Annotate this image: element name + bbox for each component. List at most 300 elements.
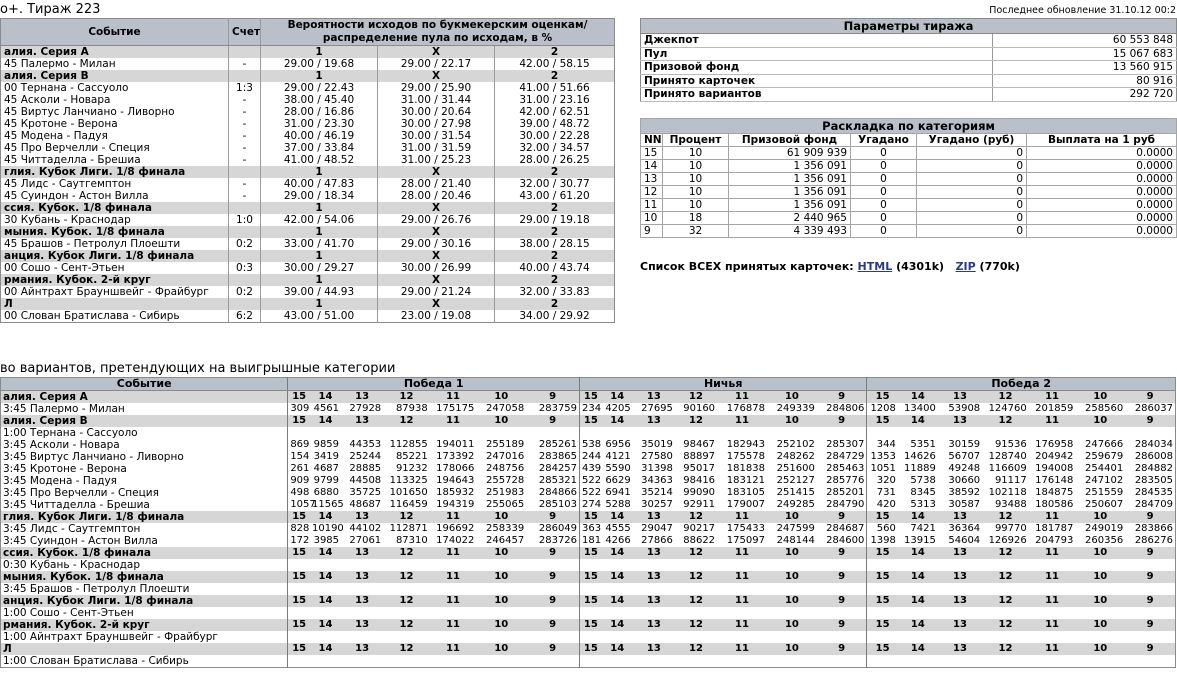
param-value: 60 553 848 — [993, 34, 1177, 48]
league-name: глия. Кубок Лиги. 1/8 финала — [1, 511, 288, 523]
variant-count — [938, 559, 982, 571]
league-row — [1, 274, 615, 286]
category-cell: 0 — [917, 212, 1027, 225]
variant-count — [767, 559, 817, 571]
category-label: 11 — [1029, 595, 1076, 607]
league-name: рмания. Кубок. 2-й круг — [4, 274, 151, 286]
variant-count — [526, 427, 579, 439]
score-cell — [229, 226, 261, 238]
category-label: 13 — [938, 595, 982, 607]
variant-count: 30587 — [948, 499, 981, 510]
variant-count: 284806 — [826, 403, 865, 414]
variant-count — [982, 655, 1029, 668]
variant-count — [1125, 559, 1175, 571]
variant-count: 286008 — [1134, 451, 1173, 462]
event-name: 45 Модена - Падуя — [4, 130, 108, 142]
prob-cell: 42.00 / 54.06 — [261, 214, 378, 226]
variant-count — [1075, 427, 1125, 439]
prob-cell: 31.00 / 23.16 — [495, 94, 615, 106]
category-cell: 10 — [663, 199, 729, 212]
variant-count — [288, 607, 310, 619]
league-name: алия. Серия В — [4, 70, 89, 82]
category-label: 10 — [476, 415, 526, 427]
card-list-label: Список ВСЕХ принятых карточек: — [640, 260, 854, 273]
variant-count: 112855 — [389, 439, 428, 450]
prob-cell: 42.00 / 58.15 — [495, 58, 615, 70]
variant-row — [1, 439, 1176, 451]
category-label: 13 — [633, 547, 675, 559]
event-name: 30 Кубань - Краснодар — [4, 214, 131, 226]
variant-count: 252102 — [776, 439, 815, 450]
variant-count: 247599 — [776, 523, 815, 534]
category-cell: 0 — [851, 225, 917, 238]
variant-count: 10190 — [311, 523, 344, 534]
category-label: 9 — [526, 619, 579, 631]
variant-row — [1, 499, 1176, 511]
variant-count: 185932 — [436, 487, 475, 498]
prob-cell: 30.00 / 22.28 — [495, 130, 615, 142]
variant-count: 5351 — [910, 439, 936, 450]
variant-count: 248144 — [776, 535, 815, 546]
category-label: 15 — [288, 619, 310, 631]
category-label: 14 — [602, 511, 633, 523]
league-row — [1, 643, 1176, 655]
category-label: 14 — [310, 643, 341, 655]
event-row — [1, 190, 615, 202]
variant-count — [633, 631, 675, 643]
category-label: 14 — [310, 571, 341, 583]
category-label: 11 — [717, 511, 767, 523]
variant-count — [1075, 607, 1125, 619]
params-title: Параметры тиража — [641, 19, 1177, 34]
variant-count — [675, 583, 717, 595]
variant-count: 284866 — [538, 487, 578, 498]
category-label: 9 — [526, 571, 579, 583]
outcome-label: X — [378, 298, 495, 310]
category-label: 11 — [430, 571, 477, 583]
category-cell: 0 — [917, 147, 1027, 160]
league-row — [1, 511, 1176, 523]
categories-header — [641, 134, 1177, 147]
category-cell: 61 909 939 — [729, 147, 851, 160]
category-label: 13 — [938, 643, 982, 655]
variant-count — [1029, 427, 1076, 439]
variant-count — [675, 559, 717, 571]
event-name: 45 Виртус Ланчиано - Ливорно — [4, 106, 175, 118]
prob-cell: 28.00 / 26.25 — [495, 154, 615, 166]
html-link[interactable]: HTML — [857, 260, 893, 273]
category-label: 9 — [1125, 619, 1175, 631]
variant-count — [526, 655, 579, 668]
variant-count — [938, 631, 982, 643]
category-cell: 0 — [917, 160, 1027, 173]
variant-count: 522 — [580, 475, 602, 487]
variant-count — [817, 607, 867, 619]
param-value: 292 720 — [993, 88, 1177, 102]
event-name: 1:00 Слован Братислава - Сибирь — [1, 655, 288, 668]
category-label: 9 — [526, 415, 579, 427]
variant-count: 182943 — [726, 439, 765, 450]
variant-count — [341, 607, 383, 619]
variant-row — [1, 463, 1176, 475]
category-cell: 10 — [663, 160, 729, 173]
prob-cell: 23.00 / 19.08 — [378, 310, 495, 323]
variant-count — [1075, 631, 1125, 643]
category-label: 10 — [1075, 415, 1125, 427]
variant-count: 247666 — [1085, 439, 1124, 450]
variant-count: 34363 — [641, 475, 673, 486]
event-name: 3:45 Палермо - Милан — [1, 403, 288, 415]
event-name: 00 Слован Братислава - Сибирь — [4, 310, 180, 322]
category-label: 12 — [383, 415, 430, 427]
variant-count: 124760 — [988, 403, 1027, 414]
variant-count: 284687 — [826, 523, 865, 534]
event-name: 45 Брашов - Петролул Плоешти — [4, 238, 181, 250]
variant-count — [430, 559, 477, 571]
variant-count: 255065 — [486, 499, 525, 510]
event-row — [1, 82, 615, 94]
param-row — [641, 88, 1177, 102]
category-label: 11 — [430, 595, 477, 607]
variant-count: 53908 — [948, 403, 981, 414]
variant-count: 101650 — [389, 487, 428, 498]
category-label: 10 — [1075, 391, 1125, 404]
variant-count: 44353 — [349, 439, 382, 450]
variant-count: 4561 — [313, 403, 340, 414]
event-row — [1, 310, 615, 323]
variant-count — [430, 631, 477, 643]
category-cell: 15 — [641, 147, 663, 160]
category-label: 10 — [1075, 547, 1125, 559]
category-label: 15 — [288, 415, 310, 427]
category-label: 15 — [867, 511, 898, 523]
category-label: 15 — [580, 643, 602, 655]
event-row — [1, 94, 615, 106]
league-row — [1, 202, 615, 214]
variant-count: 194008 — [1035, 463, 1074, 474]
category-label: 11 — [430, 619, 477, 631]
category-cell: 9 — [641, 225, 663, 238]
variant-count — [476, 631, 526, 643]
category-label: 13 — [633, 391, 675, 404]
category-label: 13 — [633, 571, 675, 583]
categories-col-header: Угадано — [851, 134, 917, 147]
card-list — [640, 260, 1020, 273]
variant-count: 91536 — [994, 439, 1027, 450]
variant-count — [288, 631, 310, 643]
category-label: 10 — [767, 595, 817, 607]
category-label: 10 — [1075, 619, 1125, 631]
category-cell: 0 — [851, 147, 917, 160]
variant-count: 30257 — [641, 499, 673, 510]
category-label: 12 — [383, 619, 430, 631]
category-row — [641, 173, 1177, 186]
category-cell: 0.0000 — [1027, 186, 1177, 199]
variants-group-header: Ничья — [580, 378, 867, 391]
variant-count — [476, 559, 526, 571]
variant-count — [602, 655, 633, 668]
category-label: 13 — [341, 415, 383, 427]
score-cell: - — [229, 130, 261, 142]
score-cell: - — [229, 142, 261, 154]
category-label: 11 — [430, 643, 477, 655]
category-label: 9 — [817, 571, 867, 583]
categories-col-header: Процент — [663, 134, 729, 147]
html-size: (4301k) — [896, 260, 945, 273]
variant-count: 284729 — [826, 451, 865, 462]
outcome-label: X — [378, 226, 495, 238]
category-label: 11 — [717, 595, 767, 607]
variant-count — [1029, 655, 1076, 668]
score-cell: - — [229, 178, 261, 190]
variant-count — [288, 583, 310, 595]
category-label: 14 — [898, 511, 938, 523]
category-label: 9 — [817, 511, 867, 523]
variant-count: 247016 — [486, 451, 525, 462]
variant-count: 249019 — [1085, 523, 1124, 534]
category-label: 10 — [767, 415, 817, 427]
variant-count: 6956 — [605, 439, 631, 450]
category-label: 15 — [288, 571, 310, 583]
variant-count: 91117 — [994, 475, 1027, 486]
variant-count — [310, 607, 341, 619]
category-cell: 0.0000 — [1027, 173, 1177, 186]
event-name: 3:45 Лидс - Саутгемптон — [1, 523, 288, 535]
category-label: 15 — [867, 643, 898, 655]
variant-count: 284790 — [826, 499, 865, 510]
variant-count: 14626 — [904, 451, 936, 462]
variant-count — [288, 559, 310, 571]
prob-cell: 29.00 / 25.90 — [378, 82, 495, 94]
variant-count — [526, 583, 579, 595]
prob-cell: 32.00 / 30.77 — [495, 178, 615, 190]
category-label: 14 — [310, 391, 341, 404]
variant-count — [580, 655, 602, 668]
outcome-label: 2 — [495, 298, 615, 310]
outcome-label: 1 — [261, 166, 378, 178]
variant-count: 196692 — [436, 523, 475, 534]
zip-link[interactable]: ZIP — [955, 260, 976, 273]
league-row — [1, 250, 615, 262]
category-label: 13 — [938, 619, 982, 631]
param-label: Призовой фонд — [641, 61, 993, 75]
events-col-prob: Вероятности исходов по букмекерским оценкам/ распределение пула по исходам, в % — [261, 19, 615, 46]
league-name: алия. Серия А — [4, 46, 89, 58]
event-name: 45 Суиндон - Астон Вилла — [4, 190, 149, 202]
category-label: 14 — [898, 547, 938, 559]
variant-count: 869 — [288, 439, 310, 451]
variant-count — [633, 559, 675, 571]
categories-col-header: Угадано (руб) — [917, 134, 1027, 147]
event-name: 3:45 Про Верчелли - Специя — [1, 487, 288, 499]
param-row — [641, 34, 1177, 48]
variant-count: 176878 — [726, 403, 765, 414]
league-row — [1, 619, 1176, 631]
variant-count — [1029, 583, 1076, 595]
league-row — [1, 547, 1176, 559]
category-cell: 0.0000 — [1027, 160, 1177, 173]
variant-row — [1, 487, 1176, 499]
prob-cell: 31.00 / 23.30 — [261, 118, 378, 130]
category-row — [641, 186, 1177, 199]
category-label: 10 — [476, 643, 526, 655]
score-cell — [229, 70, 261, 82]
league-name: ссия. Кубок. 1/8 финала — [1, 547, 288, 559]
variant-count — [1075, 559, 1125, 571]
league-row — [1, 595, 1176, 607]
category-label: 14 — [898, 415, 938, 427]
category-label: 12 — [982, 547, 1029, 559]
variant-count: 194643 — [436, 475, 475, 486]
variant-count: 286049 — [538, 523, 578, 534]
score-cell — [229, 250, 261, 262]
category-label: 12 — [675, 391, 717, 404]
category-label: 9 — [526, 547, 579, 559]
variant-count: 95017 — [683, 463, 716, 474]
league-name: анция. Кубок Лиги. 1/8 финала — [4, 250, 195, 262]
prob-cell: 41.00 / 48.52 — [261, 154, 378, 166]
variant-count: 439 — [580, 463, 602, 475]
variant-count: 538 — [580, 439, 602, 451]
variant-count — [767, 655, 817, 668]
variant-count: 178066 — [436, 463, 475, 474]
prob-cell: 28.00 / 21.40 — [378, 178, 495, 190]
category-label: 12 — [383, 391, 430, 404]
variant-count: 285307 — [826, 439, 865, 450]
variant-count — [675, 631, 717, 643]
variant-count: 250607 — [1085, 499, 1124, 510]
variant-count — [1075, 583, 1125, 595]
category-label: 10 — [1075, 571, 1125, 583]
category-label: 13 — [341, 511, 383, 523]
category-label: 13 — [341, 643, 383, 655]
variant-count — [717, 655, 767, 668]
category-label: 13 — [938, 571, 982, 583]
variant-count — [288, 655, 310, 668]
category-row — [641, 212, 1177, 225]
outcome-label: X — [378, 166, 495, 178]
category-label: 14 — [898, 619, 938, 631]
category-label: 10 — [476, 595, 526, 607]
prob-cell: 29.00 / 19.18 — [495, 214, 615, 226]
category-label: 13 — [633, 619, 675, 631]
category-label: 10 — [767, 571, 817, 583]
variant-count — [982, 559, 1029, 571]
event-name: 3:45 Кротоне - Верона — [1, 463, 288, 475]
variant-count: 320 — [867, 475, 898, 487]
prob-cell: 39.00 / 48.72 — [495, 118, 615, 130]
category-row — [641, 160, 1177, 173]
prob-cell: 29.00 / 18.34 — [261, 190, 378, 202]
category-label: 11 — [1029, 415, 1076, 427]
variant-count — [898, 631, 938, 643]
score-cell — [229, 166, 261, 178]
prob-cell: 29.00 / 22.17 — [378, 58, 495, 70]
category-label: 15 — [580, 595, 602, 607]
variant-count: 1051 — [867, 463, 898, 475]
variant-count: 1353 — [867, 451, 898, 463]
variant-count: 249339 — [776, 403, 815, 414]
category-cell: 10 — [663, 186, 729, 199]
event-row — [1, 262, 615, 274]
league-name: ссия. Кубок. 1/8 финала — [4, 202, 152, 214]
prob-cell: 32.00 / 33.83 — [495, 286, 615, 298]
variant-count — [867, 559, 898, 571]
league-row — [1, 166, 615, 178]
category-cell: 0.0000 — [1027, 225, 1177, 238]
variant-count — [767, 583, 817, 595]
variant-count: 181838 — [726, 463, 765, 474]
variants-group-header: Победа 1 — [288, 378, 580, 391]
variant-count: 285201 — [826, 487, 865, 498]
variant-count — [383, 427, 430, 439]
variant-count: 98416 — [683, 475, 716, 486]
prob-cell: 40.00 / 43.74 — [495, 262, 615, 274]
variant-count: 113325 — [389, 475, 428, 486]
category-label: 12 — [675, 511, 717, 523]
category-label: 12 — [982, 391, 1029, 404]
variant-count: 87938 — [395, 403, 428, 414]
event-row — [1, 214, 615, 226]
event-name: 3:45 Брашов - Петролул Плоешти — [1, 583, 288, 595]
prob-cell: 30.00 / 27.98 — [378, 118, 495, 130]
prob-cell: 29.00 / 30.16 — [378, 238, 495, 250]
outcome-label: 1 — [261, 298, 378, 310]
category-label: 10 — [476, 511, 526, 523]
variant-count: 4555 — [605, 523, 631, 534]
variant-count — [867, 427, 898, 439]
outcome-label: 1 — [261, 250, 378, 262]
prob-cell: 39.00 / 44.93 — [261, 286, 378, 298]
variant-count — [867, 655, 898, 668]
last-updated: Последнее обновление 31.10.12 00:2 — [989, 5, 1176, 16]
category-label: 9 — [1125, 571, 1175, 583]
prob-cell: 29.00 / 26.76 — [378, 214, 495, 226]
category-label: 12 — [383, 643, 430, 655]
event-row — [1, 58, 615, 70]
category-label: 15 — [867, 415, 898, 427]
variant-count — [310, 559, 341, 571]
category-label: 11 — [430, 391, 477, 404]
category-label: 14 — [602, 643, 633, 655]
variant-count: 27695 — [641, 403, 673, 414]
event-row — [1, 130, 615, 142]
variant-row — [1, 655, 1176, 668]
score-cell: - — [229, 154, 261, 166]
prob-cell: 30.00 / 29.27 — [261, 262, 378, 274]
category-label: 11 — [1029, 643, 1076, 655]
variant-count: 27928 — [349, 403, 382, 414]
variant-count — [1125, 427, 1175, 439]
variant-count — [817, 559, 867, 571]
prob-cell: 30.00 / 20.64 — [378, 106, 495, 118]
category-cell: 4 339 493 — [729, 225, 851, 238]
variant-count: 1057 — [288, 499, 310, 511]
category-label: 9 — [1125, 643, 1175, 655]
score-cell: - — [229, 118, 261, 130]
category-label: 11 — [1029, 391, 1076, 404]
variant-count: 909 — [288, 475, 310, 487]
outcome-label: 1 — [261, 46, 378, 59]
variant-count: 252127 — [776, 475, 815, 486]
outcome-label: 1 — [261, 226, 378, 238]
outcome-label: 2 — [495, 226, 615, 238]
variant-count — [717, 583, 767, 595]
variant-count — [476, 655, 526, 668]
variant-count: 283866 — [1134, 523, 1173, 534]
category-label: 9 — [526, 511, 579, 523]
outcome-label: 2 — [495, 166, 615, 178]
